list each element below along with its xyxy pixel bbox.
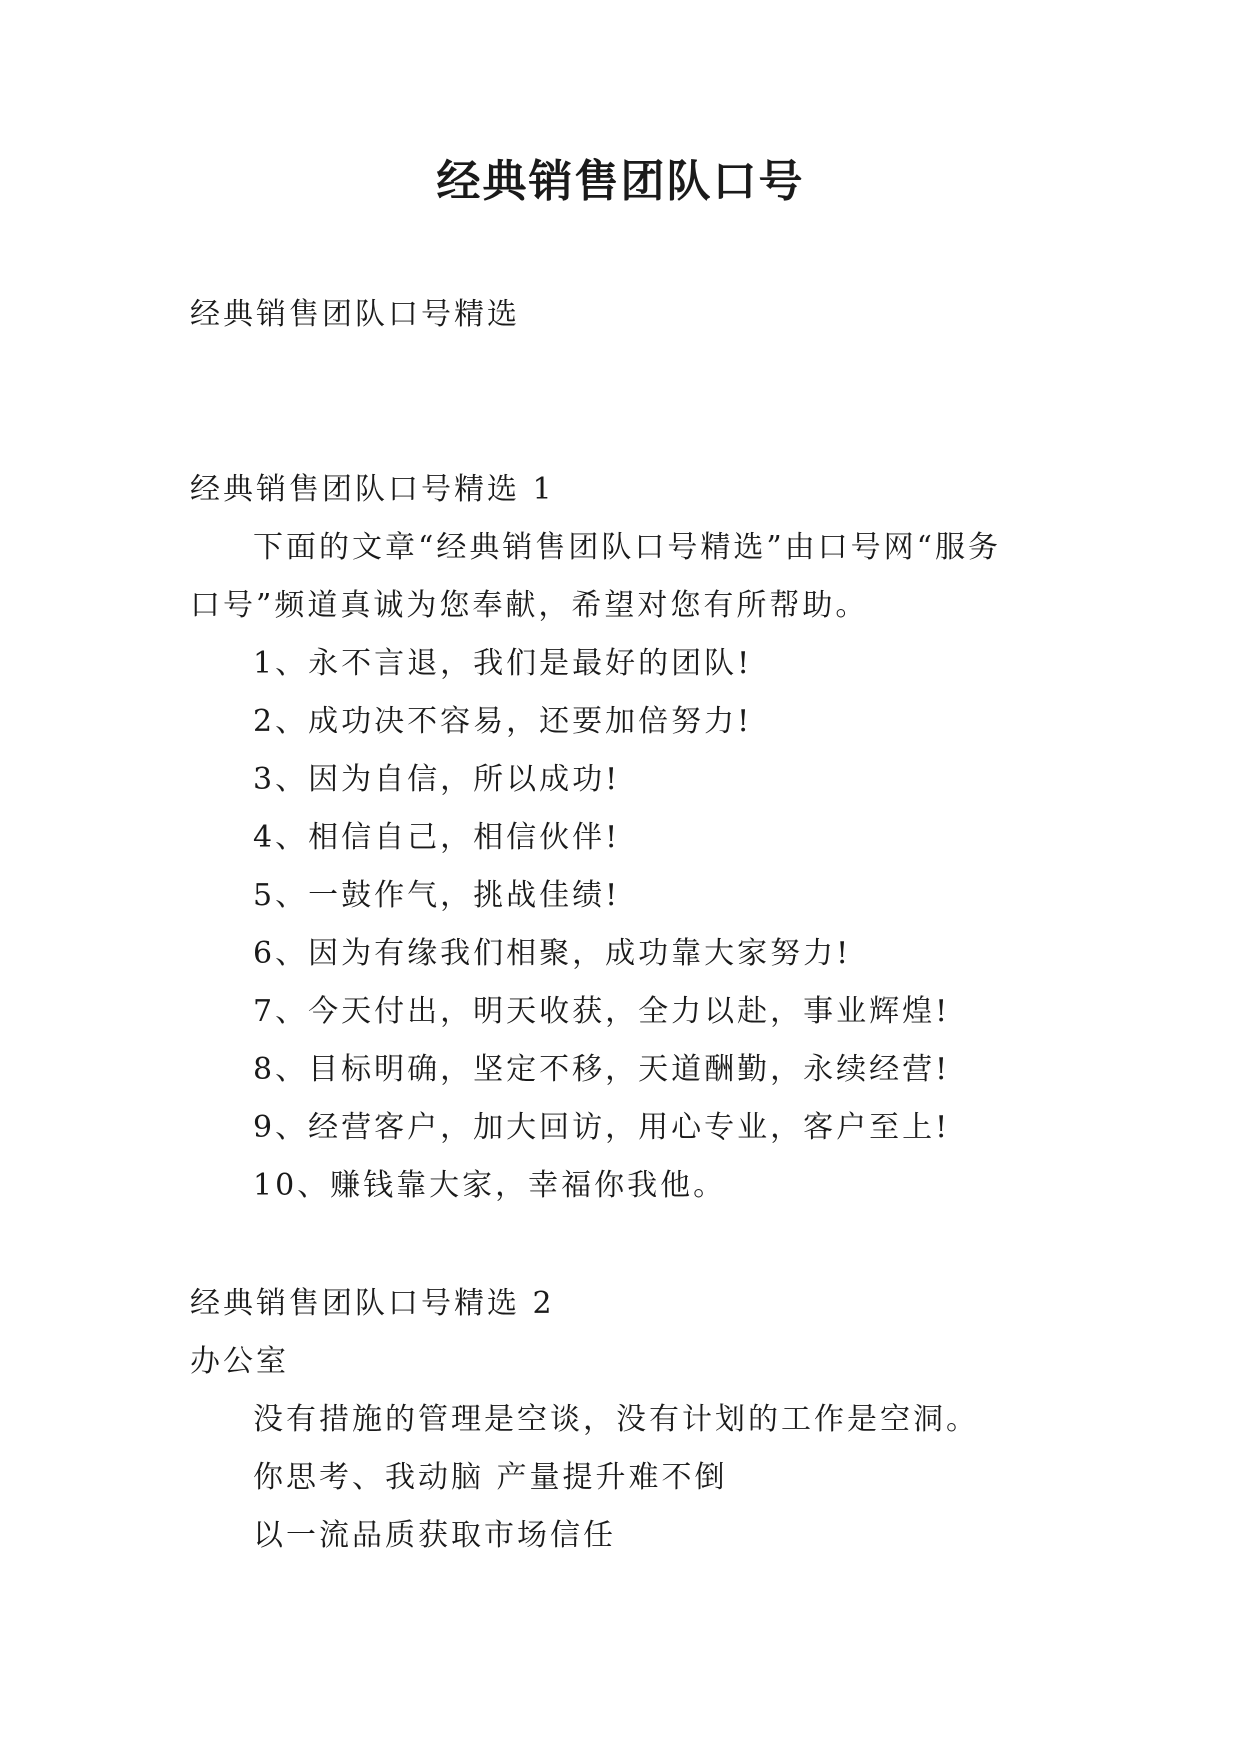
- slogan-list-item: 9、经营客户，加大回访，用心专业，客户至上!: [253, 1110, 951, 1145]
- slogan-list-item: 8、目标明确，坚定不移，天道酬勤，永续经营!: [253, 1052, 951, 1087]
- slogan-list-item: 10、赚钱靠大家，幸福你我他。: [253, 1168, 727, 1203]
- section-1-intro-line-1: 下面的文章“经典销售团队口号精选”由口号网“服务: [253, 530, 1002, 565]
- slogan-list-item: 4、相信自己，相信伙伴!: [253, 820, 621, 855]
- slogan-list-item: 5、一鼓作气，挑战佳绩!: [253, 878, 621, 913]
- section-2-category: 办公室: [190, 1344, 289, 1379]
- slogan-line: 没有措施的管理是空谈，没有计划的工作是空洞。: [253, 1402, 979, 1437]
- slogan-line: 你思考、我动脑 产量提升难不倒: [253, 1460, 728, 1495]
- slogan-list-item: 2、成功决不容易，还要加倍努力!: [253, 704, 753, 739]
- slogan-list-item: 6、因为有缘我们相聚，成功靠大家努力!: [253, 936, 852, 971]
- section-2-heading: 经典销售团队口号精选 2: [190, 1286, 555, 1321]
- slogan-line: 以一流品质获取市场信任: [253, 1518, 616, 1553]
- slogan-list-item: 3、因为自信，所以成功!: [253, 762, 621, 797]
- section-1-heading: 经典销售团队口号精选 1: [190, 472, 555, 507]
- slogan-list-item: 1、永不言退，我们是最好的团队!: [253, 646, 753, 681]
- document-subtitle: 经典销售团队口号精选: [190, 297, 520, 332]
- section-1-intro-line-2: 口号”频道真诚为您奉献，希望对您有所帮助。: [190, 588, 869, 623]
- slogan-list-item: 7、今天付出，明天收获，全力以赴，事业辉煌!: [253, 994, 951, 1029]
- document-title: 经典销售团队口号: [436, 156, 805, 207]
